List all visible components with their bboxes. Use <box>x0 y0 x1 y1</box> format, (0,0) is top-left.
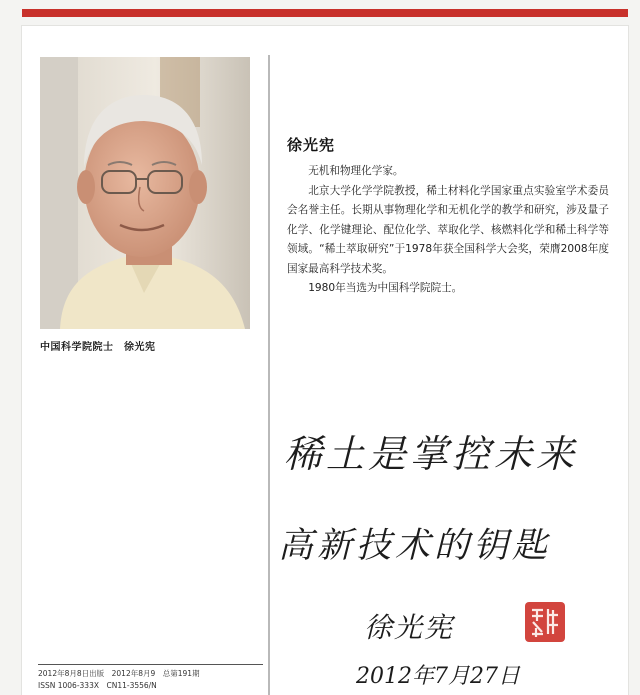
profile-biography: 北京大学化学学院教授，稀土材料化学国家重点实验室学术委员会名誉主任。长期从事物理化学和无机化学的教学和研究，涉及量子化学、化学键理论、配位化学、萃取化学、核燃料化学和稀土科学等领域。“稀土萃取研究”于1978年获全国科学大会奖，荣膺2008年度国家最高科学技术奖。 <box>287 184 609 275</box>
inscription-line1: 稀土是掌控未来 <box>284 432 579 476</box>
inscription-signature: 徐光宪 <box>364 611 455 644</box>
seal-stamp <box>524 601 566 643</box>
publication-info-line2: ISSN 1006-333X CN11-3556/N <box>38 681 157 690</box>
inscription-date: 2012年7月27日 <box>356 664 520 689</box>
profile-elected: 1980年当选为中国科学院院士。 <box>308 282 463 294</box>
photo-caption: 中国科学院院士 徐光宪 <box>40 342 156 353</box>
publication-info <box>38 664 263 692</box>
portrait-photo <box>40 57 250 329</box>
inscription-line2: 高新技术的钥匙 <box>278 526 552 566</box>
profile-title: 无机和物理化学家。 <box>308 165 404 177</box>
profile-bio <box>287 162 609 299</box>
profile-name: 徐光宪 <box>287 136 336 154</box>
portrait-illustration <box>40 57 250 329</box>
publication-info-line1: 2012年8月8日出版 2012年8月9 总第191期 <box>38 669 200 678</box>
handwritten-inscription <box>270 405 628 695</box>
header-red-rule <box>22 9 628 17</box>
